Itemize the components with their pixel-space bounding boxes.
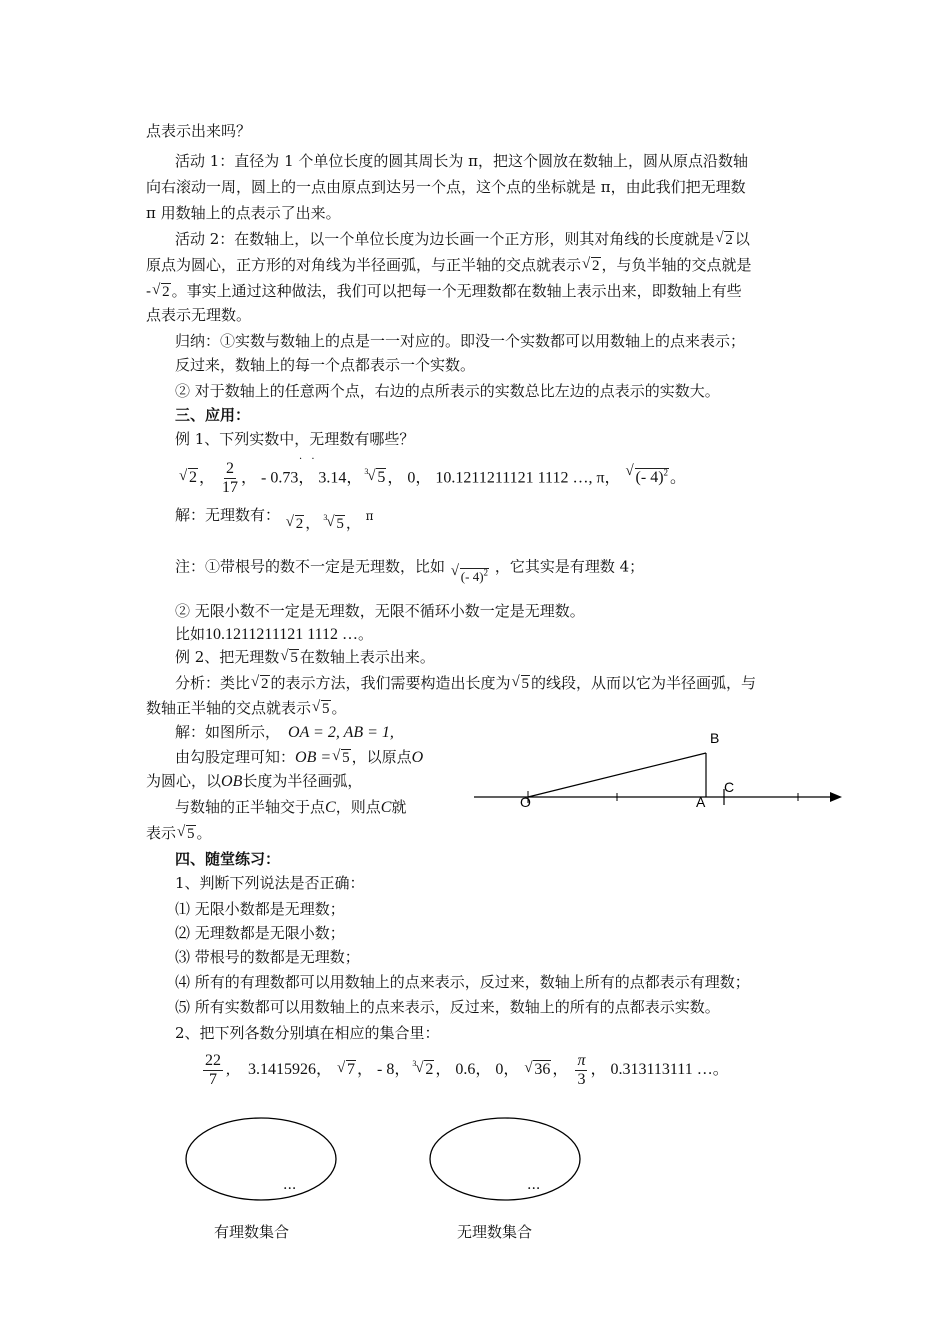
fraction-2-17: $\frac{2}{17}$	[222, 460, 239, 497]
sqrt2: √ 2	[179, 468, 197, 487]
sqrt2: √ 2	[152, 282, 170, 300]
example1-answer: 解：无理数有： √ 2 ， 3 √ 5 ， π	[175, 506, 374, 532]
repeating-dots: · ·	[299, 454, 318, 465]
exercise1-item4: ⑷ 所有的有理数都可以用数轴上的点来表示，反过来，数轴上所有的点都表示有理数；	[175, 973, 750, 991]
activity2-line2	[146, 254, 752, 277]
nonrepeating-decimal: 10.1211211121 1112 …,	[435, 469, 593, 487]
label-A: A	[696, 794, 706, 810]
rational-set-label: 有理数集合	[214, 1223, 290, 1241]
summary-line1: 归纳：①实数与数轴上的点是一一对应的。即没一个实数都可以用数轴上的点来表示；	[175, 332, 746, 350]
rational-set-dots: ...	[283, 1177, 297, 1193]
hypotenuse-OB	[528, 753, 706, 797]
solution-line5: 表示 √ 5 。	[146, 824, 212, 842]
example2-analysis-line1: 分析：类比 √ 2 的表示方法，我们需要构造出长度为 √ 5 的线段，从而以它为半径画弧，与	[175, 674, 757, 692]
section3-title: 三、应用：	[175, 406, 251, 424]
sqrt2: √ 2	[582, 256, 600, 274]
text: -	[146, 282, 152, 300]
text: 以	[734, 230, 750, 248]
repeating-decimal: - 0.73	[261, 469, 299, 487]
example2-question: 例 2、把无理数 √ 5 在数轴上表示出来。	[175, 648, 435, 666]
example1-number-list: √ 2 ， $\frac{2}{17}$ ， - 0.73， 3.14， 3 √ 5 ， 0， 10.1211211121 1112 …, π， √ (- 4)$^2$ 。	[178, 458, 686, 497]
solution-line3: 为圆心，以OB长度为半径画弧，	[146, 772, 363, 790]
exercise1-item5: ⑸ 所有实数都可以用数轴上的点来表示，反过来，数轴上的所有的点都表示实数。	[175, 998, 720, 1016]
activity2-line4: 点表示无理数。	[146, 306, 252, 324]
label-B: B	[710, 730, 720, 746]
irrational-set-dots: ...	[527, 1177, 541, 1193]
text: 活动 2：在数轴上，以一个单位长度为边长画一个正方形，则其对角线的长度就是	[175, 230, 715, 248]
rational-set-ellipse	[183, 1115, 343, 1205]
irrational-set-ellipse	[428, 1115, 588, 1205]
sqrt-neg4-squared: √ (- 4)$^2$	[625, 463, 669, 487]
note3: 比如10.1211211121 1112 …。	[175, 625, 374, 643]
summary-line3: ② 对于数轴上的任意两个点，右边的点所表示的实数总比左边的点表示的实数大。	[175, 382, 720, 400]
summary-line2: 反过来，数轴上的每一个点都表示一个实数。	[175, 356, 476, 374]
text: ，与负半轴的交点就是	[601, 256, 752, 274]
irrational-set-label: 无理数集合	[457, 1223, 533, 1241]
section4-title: 四、随堂练习：	[175, 850, 281, 868]
label-C: C	[724, 779, 735, 795]
activity2-line1	[175, 228, 750, 251]
example1-question: 例 1、下列实数中，无理数有哪些？	[175, 430, 415, 448]
activity1-line1: 活动 1：直径为 1 个单位长度的圆其周长为 π，把这个圆放在数轴上，圆从原点沿数轴	[175, 152, 749, 170]
text: 原点为圆心，正方形的对角线为半径画弧，与正半轴的交点就表示	[146, 256, 582, 274]
example2-analysis-line2: 数轴正半轴的交点就表示 √ 5 。	[146, 699, 347, 717]
exercise1-item1: ⑴ 无限小数都是无理数；	[175, 900, 345, 918]
text: 。事实上通过这种做法，我们可以把每一个无理数都在数轴上表示出来，即数轴上有些	[171, 282, 742, 300]
label-O: O	[520, 794, 531, 810]
solution-line4: 与数轴的正半轴交于点C，则点C就	[175, 798, 407, 816]
exercise2-number-list: $\frac{22}{7}$ , 3.1415926， √ 7 ， - 8， 3 √ 2 ， 0.6， 0， √ 36 ， $\frac{\pi}{3}$ ， 0.313113111 …。	[205, 1052, 729, 1088]
intro-line: 点表示出来吗？	[146, 122, 252, 140]
activity2-line3	[146, 280, 742, 303]
exercise1-item2: ⑵ 无理数都是无限小数；	[175, 924, 345, 942]
number-line-figure	[470, 725, 850, 820]
note1: 注：①带根号的数不一定是无理数，比如 √ (- 4)$^2$ ，它其实是有理数 4；	[175, 557, 645, 585]
solution-line2: 由勾股定理可知：OB = √ 5 ，以原点O	[175, 748, 424, 766]
activity1-line3: π 用数轴上的点表示了出来。	[146, 204, 341, 222]
solution-line1: 解：如图所示， OA = 2, AB = 1,	[175, 723, 394, 741]
exercise1-question: 1、判断下列说法是否正确：	[175, 874, 365, 892]
exercise2-question: 2、把下列各数分别填在相应的集合里：	[175, 1024, 440, 1042]
cube-root-5: 3 √ 5	[364, 467, 386, 487]
exercise1-item3: ⑶ 带根号的数都是无理数；	[175, 948, 360, 966]
activity1-line2: 向右滚动一周，圆上的一点由原点到达另一个点，这个点的坐标就是 π，由此我们把无理数	[146, 178, 746, 196]
note2: ② 无限小数不一定是无理数，无限不循环小数一定是无理数。	[175, 602, 585, 620]
sqrt2: √ 2	[715, 230, 733, 248]
axis-arrow-icon	[830, 792, 842, 802]
